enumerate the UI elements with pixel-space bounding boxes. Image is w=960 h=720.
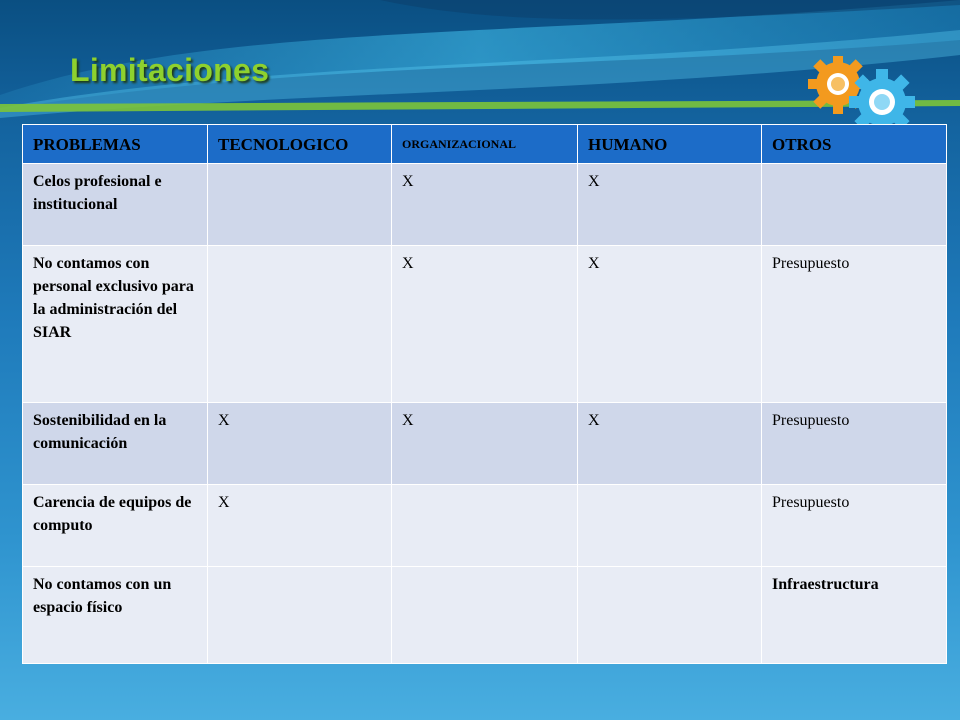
slide-title: Limitaciones — [70, 52, 270, 88]
humano-cell — [578, 485, 762, 567]
tecnologico-cell: X — [208, 403, 392, 485]
humano-cell: X — [578, 403, 762, 485]
problem-cell: No contamos con personal exclusivo para la administración del SIAR — [23, 246, 208, 403]
table-row — [23, 164, 947, 246]
otros-cell: Presupuesto — [762, 485, 947, 567]
organizacional-cell: X — [392, 164, 578, 246]
tecnologico-cell — [208, 246, 392, 403]
otros-cell: Presupuesto — [762, 246, 947, 403]
problem-cell: Celos profesional e institucional — [23, 164, 208, 246]
organizacional-cell: X — [392, 403, 578, 485]
tecnologico-cell — [208, 164, 392, 246]
header-tecnologico: TECNOLOGICO — [208, 125, 392, 164]
organizacional-cell: X — [392, 246, 578, 403]
table-header-row — [23, 125, 947, 164]
humano-cell: X — [578, 164, 762, 246]
table-row — [23, 246, 947, 403]
organizacional-cell — [392, 567, 578, 664]
otros-cell: Infraestructura — [762, 567, 947, 664]
humano-cell: X — [578, 246, 762, 403]
header-organizacional: ORGANIZACIONAL — [392, 125, 578, 164]
problem-cell: Sostenibilidad en la comunicación — [23, 403, 208, 485]
table-row — [23, 485, 947, 567]
tecnologico-cell — [208, 567, 392, 664]
otros-cell: Presupuesto — [762, 403, 947, 485]
header-humano: HUMANO — [578, 125, 762, 164]
limitations-table — [22, 124, 947, 664]
organizacional-cell — [392, 485, 578, 567]
humano-cell — [578, 567, 762, 664]
otros-cell — [762, 164, 947, 246]
table-row — [23, 403, 947, 485]
problem-cell: Carencia de equipos de computo — [23, 485, 208, 567]
tecnologico-cell: X — [208, 485, 392, 567]
problem-cell: No contamos con un espacio físico — [23, 567, 208, 664]
header-otros: OTROS — [762, 125, 947, 164]
header-problemas: PROBLEMAS — [23, 125, 208, 164]
table-row — [23, 567, 947, 664]
